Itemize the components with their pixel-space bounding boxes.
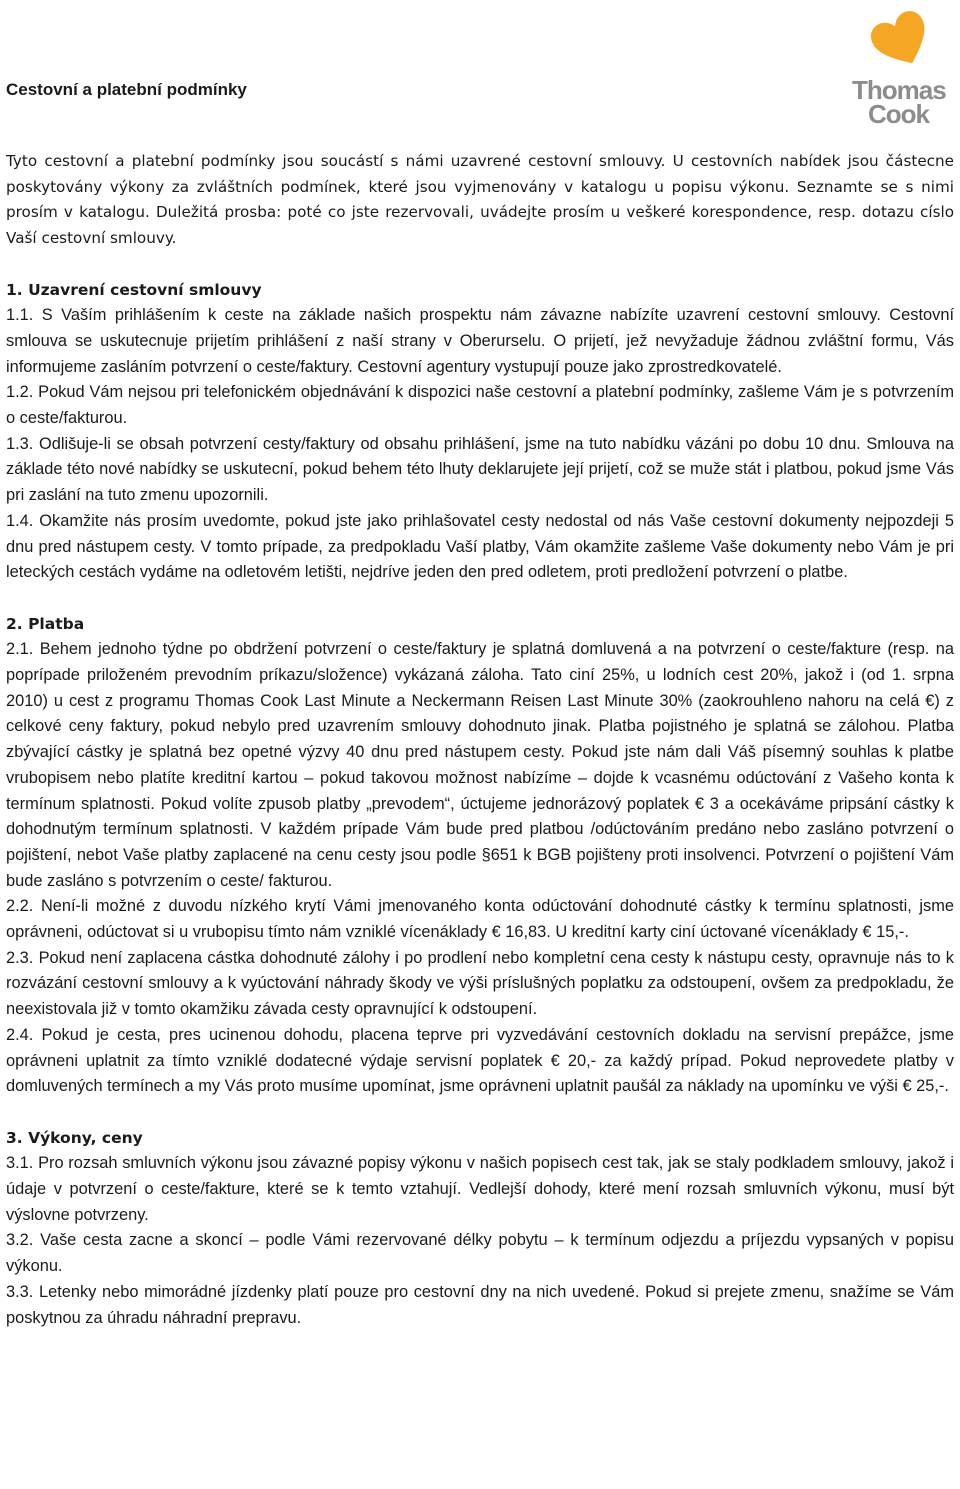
logo-wordmark [852,75,956,129]
spacer [6,586,954,612]
section-1 [6,278,954,586]
clause-paragraph: 2.4. Pokud je cesta, pres ucinenou dohodu, placena teprve pri vyzvedávání cestovních dokladu na servisní prepážce, jsme oprávneni uplatnit za tímto vzniklé dodatecné výdaje servisní poplatek € 20,- za každý prípad. Pokud neprovedete platby v domluvených termínech a my Vás proto musíme upomínat, jsme oprávneni uplatnit paušál za náklady na upomínku ve výši € 25,-. [6,1025,954,1096]
section-2 [6,612,954,1100]
document-body [6,149,954,1484]
intro-paragraph: Tyto cestovní a platební podmínky jsou soucástí s námi uzavrené cestovní smlouvy. U cestovních nabídek jsou částecne poskytovány výkony za zvláštních podmínek, které jsou vyjmenovány v katalogu u popisu výkonu. Seznamte se s nimi prosím v katalogu. Duležitá prosba: poté co jste rezervovali, uvádejte prosím u veškeré korespondence, resp. dotazu císlo Vaší cestovní smlouvy. [6,152,954,248]
clause-paragraph: 3.2. Vaše cesta zacne a skoncí – podle Vámi rezervované délky pobytu – k termínum odjezdu a príjezdu vypsaných v popisu výkonu. [6,1231,954,1276]
thomas-cook-logo [848,4,956,128]
heart-icon [866,4,936,74]
clause-paragraph: 3.3. Letenky nebo mimorádné jízdenky platí pouze pro cestovní dny na nich uvedené. Pokud si prejete zmenu, snažíme se Vám poskytnou za úhradu náhradní prepravu. [6,1282,954,1327]
logo-line-1: Thomas [852,75,946,105]
clause-paragraph: 2.2. Není-li možné z duvodu nízkého krytí Vámi jmenovaného konta odúctování dohodnuté cástky k termínu splatnosti, jsme oprávneni, odúctovat si u vrubopisu tímto nám vzniklé vícenáklady € 16,83. U kreditní karty ciní úctované vícenáklady € 15,-. [6,897,954,942]
clause-paragraph: 2.3. Pokud není zaplacena cástka dohodnuté zálohy i po prodlení nebo kompletní cena cesty k nástupu cesty, opravnuje nás to k rozvázání cestovní smlouvy a k vyúctování náhrady škody ve výši príslušných poplatku za odstoupení, ovšem za predpokladu, že neexistovala již v tomto okamžiku závada cesty opravnující k odstoupení. [6,948,954,1019]
clause-paragraph: 3.1. Pro rozsah smluvních výkonu jsou závazné popisy výkonu v našich popisech cest tak, jak se staly podkladem smlouvy, jakož i údaje v potvrzení o ceste/fakture, které se k temto vztahují. Vedlejší dohody, které mení rozsah smluvních výkonu, musí být výslovne potvrzeny. [6,1154,954,1224]
spacer [6,252,954,278]
spacer [6,1100,954,1126]
section-heading: 3. Výkony, ceny [6,1128,143,1147]
section-3 [6,1126,954,1332]
clause-paragraph: 1.3. Odlišuje-li se obsah potvrzení cesty/faktury od obsahu prihlášení, jsme na tuto nabídku vázáni po dobu 10 dnu. Smlouva na základe této nové nabídky se uskutecní, pokud behem této lhuty deklarujete její prijetí, což se muže stát i platbou, pokud jsme Vás pri zaslání na tuto zmenu upozornili. [6,434,954,505]
clause-paragraph: 1.2. Pokud Vám nejsou pri telefonickém objednávání k dispozici naše cestovní a platební podmínky, zašleme Vám je s potvrzením o ceste/fakturou. [6,383,954,428]
clause-paragraph: 1.4. Okamžite nás prosím uvedomte, pokud jste jako prihlašovatel cesty nedostal od nás Vaše cestovní dokumenty nejpozdeji 5 dnu pred nástupem cesty. V tomto prípade, za predpokladu Vaší platby, Vám okamžite zašleme Vaše dokumenty nebo Vám je pri leteckých cestách vydáme na odletovém letišti, nejdríve jeden den pred odletem, proti predložení potvrzení o platbe. [6,511,954,582]
section-heading: 1. Uzavrení cestovní smlouvy [6,280,262,299]
section-heading: 2. Platba [6,614,85,633]
clause-paragraph: 1.1. S Vaším prihlášením k ceste na základe našich prospektu nám závazne nabízíte uzavrení cestovní smlouvy. Cestovní smlouva se uskutecnuje prijetím prihlášení z naší strany v Oberurselu. O prijetí, jež nevyžaduje žádnou zvláštní formu, Vás informujeme zasláním potvrzení o ceste/faktury. Cestovní agentury vystupují pouze jako zprostredkovatelé. [6,306,954,376]
logo-line-2: Cook [868,99,929,129]
page-title: Cestovní a platební podmínky [6,80,247,99]
clause-paragraph: 2.1. Behem jednoho týdne po obdržení potvrzení o ceste/faktury je splatná domluvená a na potvrzení o ceste/fakture (resp. na poprípade priloženém prevodním príkazu/složence) vykázaná záloha. Tato ciní 25%, u lodních cest 20%, jakož i (od 1. srpna 2010) u cest z programu Thomas Cook Last Minute a Neckermann Reisen Last Minute 30% (zaokrouhleno nahoru na celá €) z celkové ceny faktury, pokud nebylo pred uzavrením smlouvy dohodnuto jinak. Platba pojistného je splatná se zálohou. Platba zbývající cástky je splatná bez opetné výzvy 40 dnu pred nástupem cesty. Pokud jste nám dali Váš písemný souhlas k platbe vrubopisem nebo platíte kreditní kartou – pokud takovou možnost nabízíme – dojde k vcasnému odúctování z Vašeho konta k termínum splatnosti. Pokud volíte zpusob platby „prevodem“, úctujeme jednorázový poplatek € 3 a ocekáváme pripsání cástky k dohodnutým termínum splatnosti. V každém prípade Vám bude pred platbou /odúctováním predáno nebo zasláno potvrzení o pojištení, nebot Vaše platby zaplacené na cenu cesty jsou podle §651 k BGB pojišteny proti insolvenci. Potvrzení o pojištení Vám bude zasláno s potvrzením o ceste/ fakturou. [6,640,954,890]
